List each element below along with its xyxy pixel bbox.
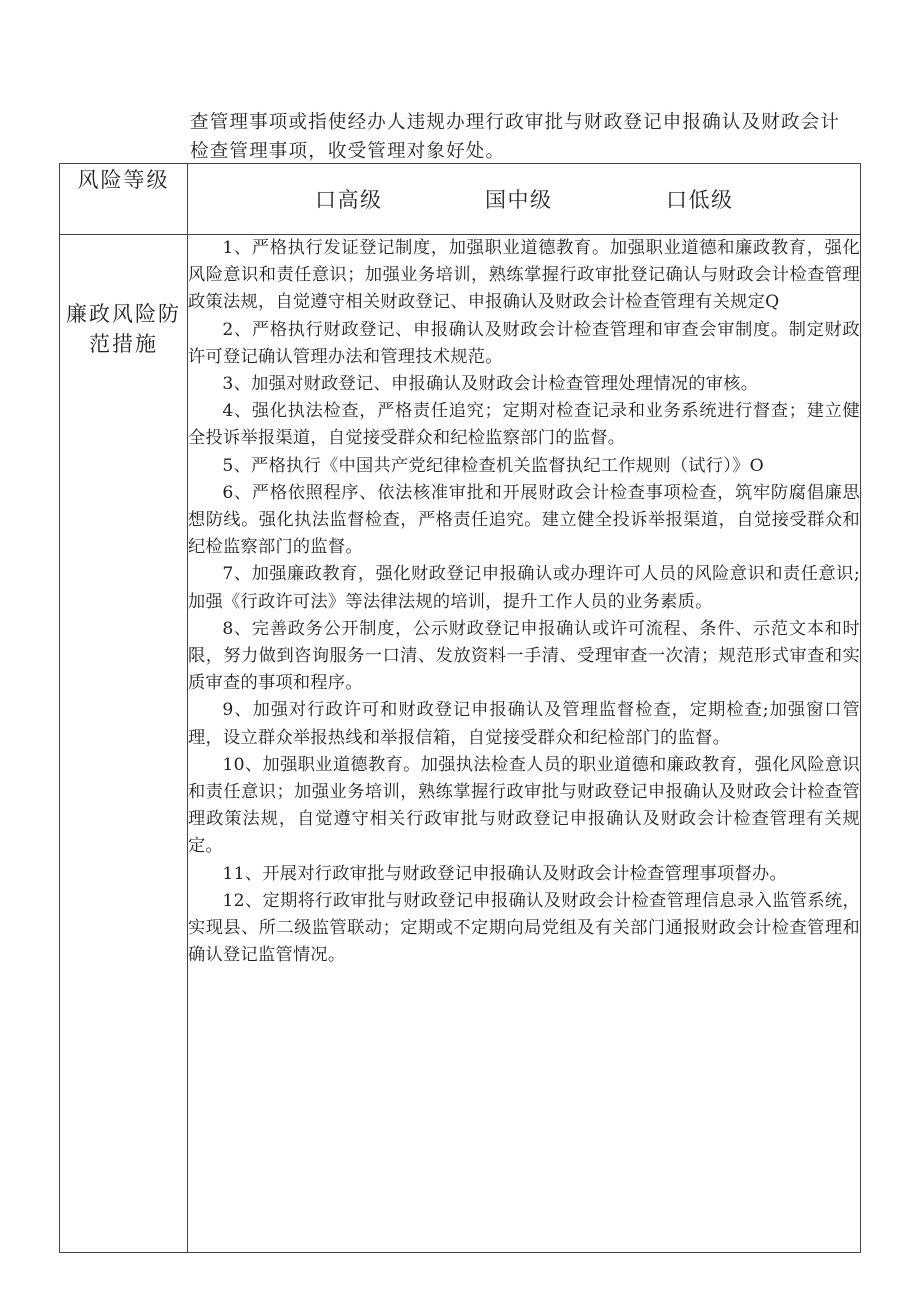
measure-item: 1、严格执行发证登记制度，加强职业道德教育。加强职业道德和廉政教育，强化风险意识和责任意识；加强业务培训，熟练掌握行政审批登记确认与财政会计检查管理政策法规，自觉遵守相关财政登记、申报确认及财政会计检查管理有关规定Q xyxy=(188,238,860,313)
measure-item: 5、严格执行《中国共产党纪律检查机关监督执纪工作规则（试行）》O xyxy=(222,455,765,476)
risk-level-options xyxy=(188,164,861,235)
measures-content xyxy=(188,235,861,1253)
measures-row xyxy=(60,235,861,1253)
measure-item: 11、开展对行政审批与财政登记申报确认及财政会计检查管理事项督办。 xyxy=(222,863,787,884)
measures-label: 廉政风险防范措施 xyxy=(60,235,188,1253)
intro-text xyxy=(190,108,870,166)
measure-item: 6、严格依照程序、依法核准审批和开展财政会计检查事项检查，筑牢防腐倡廉思想防线。强化执法监督检查，严格责任追究。建立健全投诉举报渠道，自觉接受群众和纪检监察部门的监督。 xyxy=(188,482,860,558)
measure-item: 9、加强对行政许可和财政登记申报确认及管理监督检查，定期检查;加强窗口管理，设立群众举报热线和举报信箱，自觉接受群众和纪检部门的监督。 xyxy=(188,700,860,748)
measure-item: 8、完善政务公开制度，公示财政登记申报确认或许可流程、条件、示范文本和时限，努力做到咨询服务一口清、发放资料一手清、受理审查一次清；规范形式审查和实质审查的事项和程序。 xyxy=(188,618,860,694)
risk-level-row xyxy=(60,164,861,235)
level-option-low: 口低级 xyxy=(666,188,734,212)
measure-item: 3、加强对财政登记、申报确认及财政会计检查管理处理情况的审核。 xyxy=(222,374,759,395)
intro-line-2: 检查管理事项，收受管理对象好处。 xyxy=(190,141,506,162)
level-option-medium: 国中级 xyxy=(485,188,553,212)
measure-item: 10、加强职业道德教育。加强执法检查人员的职业道德和廉政教育，强化风险意识和责任意识；加强业务培训，熟练掌握行政审批与财政登记申报确认及财政会计检查管理政策法规，自觉遵守相关行政审批与财政登记申报确认及财政会计检查管理有关规定。 xyxy=(188,754,860,857)
measure-item: 7、加强廉政教育，强化财政登记申报确认或办理许可人员的风险意识和责任意识;加强《行政许可法》等法律法规的培训，提升工作人员的业务素质。 xyxy=(188,564,860,612)
intro-line-1: 查管理事项或指使经办人违规办理行政审批与财政登记申报确认及财政会计 xyxy=(190,112,841,133)
measure-item: 12、定期将行政审批与财政登记申报确认及财政会计检查管理信息录入监管系统，实现县、所二级监管联动；定期或不定期向局党组及有关部门通报财政会计检查管理和确认登记监管情况。 xyxy=(188,890,860,966)
risk-table xyxy=(59,163,861,1253)
measure-item: 2、严格执行财政登记、申报确认及财政会计检查管理和审查会审制度。制定财政许可登记确认管理办法和管理技术规范。 xyxy=(188,319,860,367)
level-option-high: 口高级 xyxy=(315,188,383,212)
measure-item: 4、强化执法检查，严格责任追究；定期对检查记录和业务系统进行督查；建立健全投诉举报渠道，自觉接受群众和纪检监察部门的监督。 xyxy=(188,401,860,449)
risk-level-label: 风险等级 xyxy=(60,164,188,235)
